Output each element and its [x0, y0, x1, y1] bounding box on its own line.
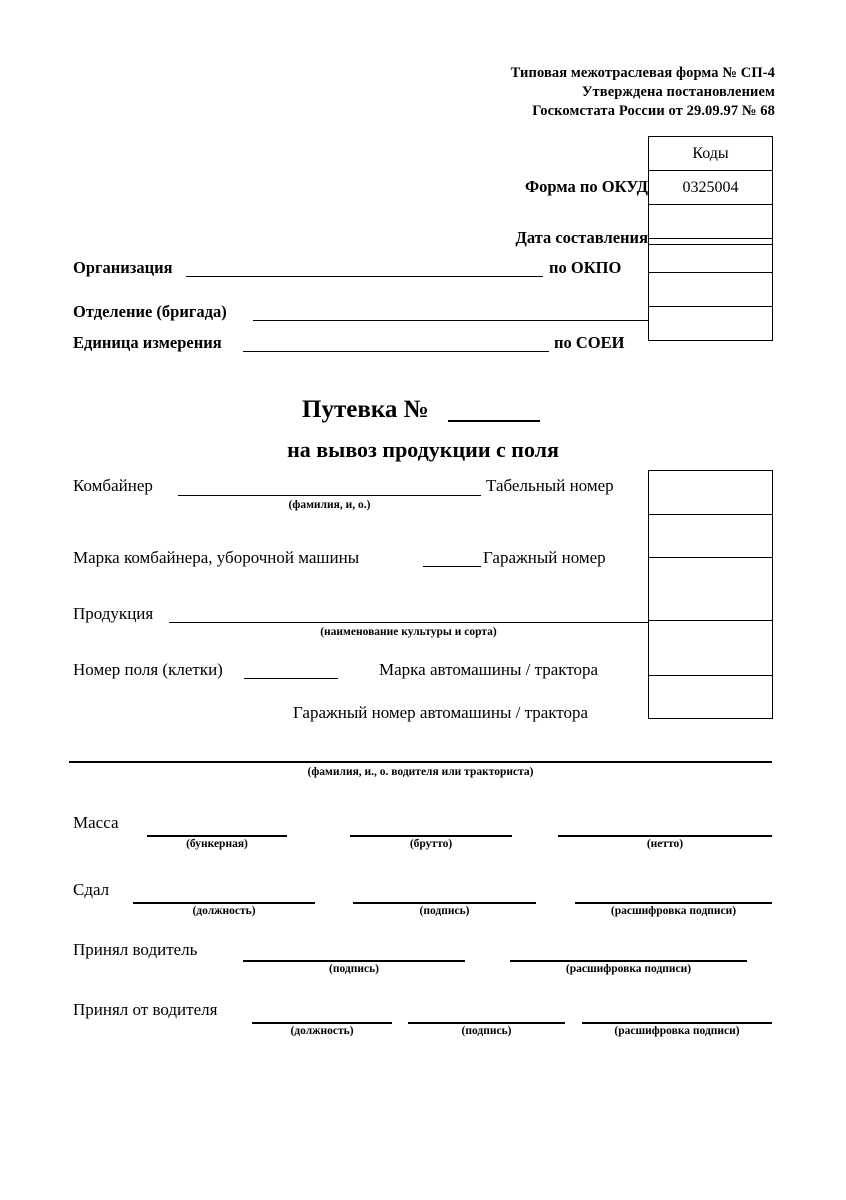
codes-cell-date[interactable] [649, 205, 773, 239]
label-combine-operator: Комбайнер [73, 476, 153, 495]
codes-table-header-cell: Коды [649, 137, 773, 171]
codes-table-header-row [649, 137, 773, 171]
machine-brand-rule [423, 566, 481, 567]
table-row [649, 471, 773, 515]
caption-mass-net: (нетто) [646, 838, 684, 850]
handed-over-position-rule [133, 902, 315, 904]
table-row [649, 273, 773, 307]
caption-mass-bunker: (бункерная) [186, 838, 248, 850]
driver-name-rule [69, 761, 772, 763]
caption-driver-accepted-transcript: (расшифровка подписи) [565, 963, 692, 975]
field-number-rule [244, 678, 338, 679]
form-header-line-3: Госкомстата России от 29.09.97 № 68 [532, 103, 775, 119]
accepted-from-driver-transcript-rule [582, 1022, 772, 1024]
title-number-rule [448, 420, 540, 422]
accepted-from-driver-position-rule [252, 1022, 392, 1024]
mass-bunker-rule [147, 835, 287, 837]
handed-over-signature-rule [353, 902, 536, 904]
label-vehicle-brand: Марка автомашины / трактора [379, 660, 599, 679]
caption-accepted-from-driver-transcript: (расшифровка подписи) [614, 1025, 740, 1037]
label-organization: Организация [73, 258, 173, 277]
accepted-from-driver-signature-rule [408, 1022, 565, 1024]
caption-product: (наименование культуры и сорта) [320, 626, 497, 638]
label-handed-over: Сдал [73, 880, 110, 899]
page-title: Путевка № [302, 396, 429, 423]
label-accepted-from-driver: Принял от водителя [73, 1000, 218, 1019]
table-row [649, 205, 773, 239]
label-driver-accepted: Принял водитель [73, 940, 198, 959]
caption-mass-gross: (брутто) [409, 838, 453, 850]
label-by-soei: по СОЕИ [554, 333, 625, 352]
codes-cell-okud[interactable]: 0325004 [649, 171, 773, 205]
codes-cell-soei[interactable] [649, 307, 773, 341]
label-mass: Масса [73, 813, 119, 832]
label-date-compiled: Дата составления [515, 228, 648, 247]
body-cell-personnel-number[interactable] [649, 471, 773, 515]
body-cell-vehicle-brand[interactable] [649, 621, 773, 676]
label-vehicle-garage-number: Гаражный номер автомашины / трактора [293, 703, 589, 722]
department-rule [253, 320, 648, 321]
handed-over-transcript-rule [575, 902, 772, 904]
caption-handed-over-position: (должность) [192, 905, 256, 917]
label-personnel-number: Табельный номер [486, 476, 614, 495]
caption-accepted-from-driver-signature: (подпись) [461, 1025, 512, 1037]
label-form-okud: Форма по ОКУД [525, 177, 648, 196]
table-row [649, 515, 773, 558]
codes-table [648, 136, 773, 341]
caption-handed-over-signature: (подпись) [419, 905, 470, 917]
label-machine-brand: Марка комбайнера, уборочной машины [73, 548, 360, 567]
table-row [649, 621, 773, 676]
caption-accepted-from-driver-position: (должность) [290, 1025, 354, 1037]
combine-operator-rule [178, 495, 481, 496]
caption-combine-operator: (фамилия, и, о.) [288, 499, 371, 511]
driver-accepted-transcript-rule [510, 960, 747, 962]
body-cell-vehicle-garage-number[interactable] [649, 676, 773, 719]
label-unit-of-measure: Единица измерения [73, 333, 222, 352]
table-row [649, 307, 773, 341]
table-row [649, 676, 773, 719]
driver-accepted-signature-rule [243, 960, 465, 962]
date-compiled-rule [648, 244, 772, 245]
mass-net-rule [558, 835, 772, 837]
caption-driver-name: (фамилия, и., о. водителя или тракториста) [307, 766, 534, 778]
body-cell-blank-1[interactable] [649, 515, 773, 558]
body-cell-garage-number[interactable] [649, 558, 773, 621]
caption-driver-accepted-signature: (подпись) [329, 963, 379, 975]
form-header-line-1: Типовая межотраслевая форма № СП-4 [510, 65, 775, 81]
organization-rule [186, 276, 543, 277]
body-codes-table [648, 470, 773, 719]
form-header-line-2: Утверждена постановлением [581, 84, 775, 100]
unit-of-measure-rule [243, 351, 549, 352]
label-garage-number: Гаражный номер [483, 548, 606, 567]
label-product: Продукция [73, 604, 154, 623]
label-by-okpo: по ОКПО [549, 258, 622, 277]
codes-cell-department[interactable] [649, 273, 773, 307]
table-row [649, 558, 773, 621]
caption-handed-over-transcript: (расшифровка подписи) [610, 905, 737, 917]
label-field-number: Номер поля (клетки) [73, 660, 223, 679]
mass-gross-rule [350, 835, 512, 837]
table-row [649, 171, 773, 205]
page-subtitle: на вывоз продукции с поля [287, 437, 559, 462]
label-department: Отделение (бригада) [73, 302, 227, 321]
product-rule [169, 622, 648, 623]
